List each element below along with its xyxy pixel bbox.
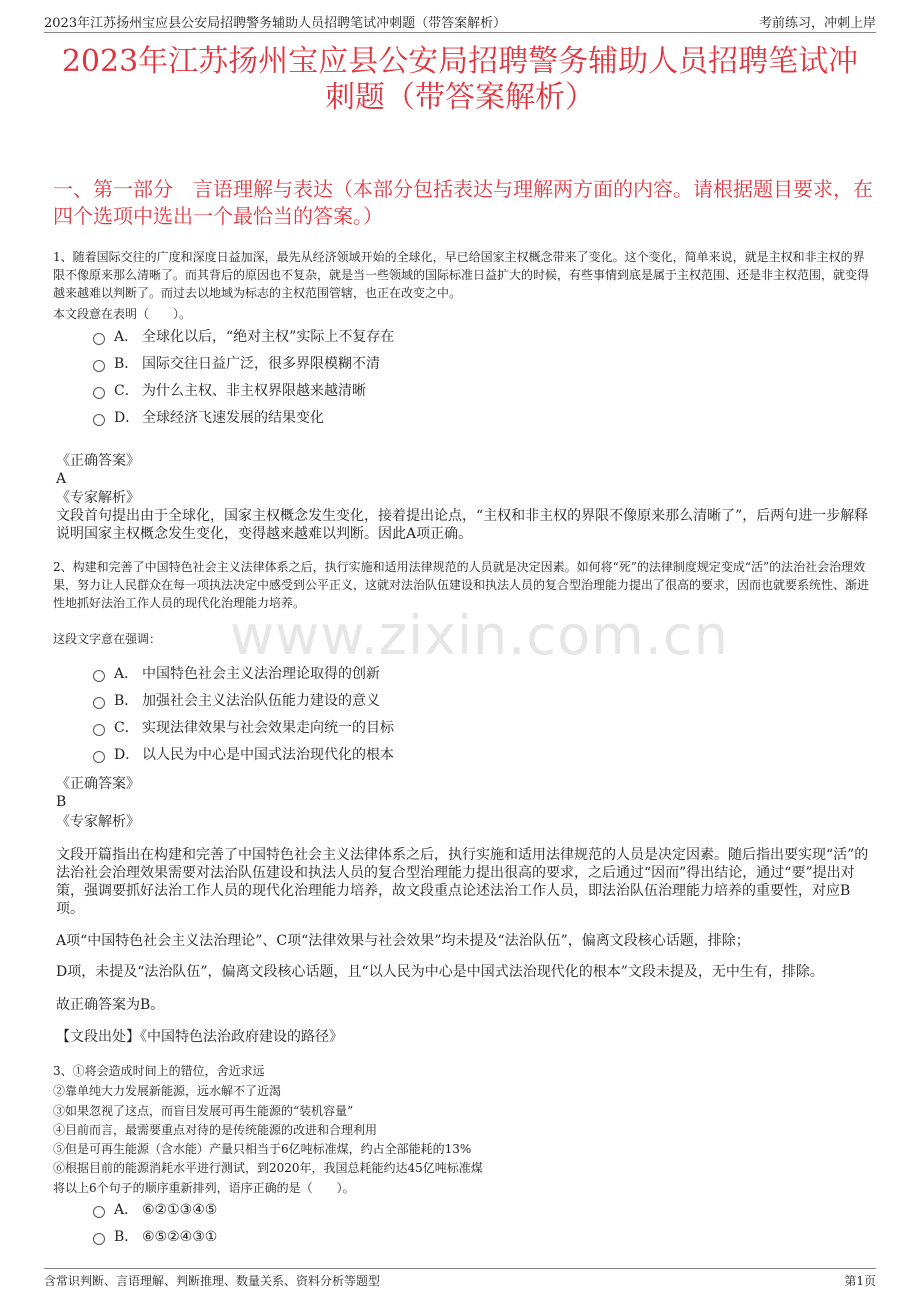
q3-line-1: 3、①将会造成时间上的错位，舍近求远 [53, 1064, 265, 1078]
option-key: B． [114, 693, 139, 709]
option-text: ⑥⑤②④③① [142, 1229, 218, 1245]
q1-prompt: 本文段意在表明（ ）。 [53, 307, 192, 321]
option-text: ⑥②①③④⑤ [142, 1202, 218, 1218]
q2-prompt: 这段文字意在强调： [53, 632, 162, 646]
q3-line-3: ③如果忽视了这点，而盲目发展可再生能源的“装机容量” [53, 1104, 354, 1118]
q2-source: 【文段出处】《中国特色法治政府建设的路径》 [56, 1029, 343, 1045]
q1-option-d[interactable] [93, 408, 324, 428]
q2-answer: B [56, 794, 67, 810]
q2-analysis: 文段开篇指出在构建和完善了中国特色社会主义法律体系之后，执行实施和适用法律规范的人员是决定因素。随后指出要实现“活”的法治社会治理效果需要对法治队伍建设和执法人员的复合型治理能力提出很高的要求，之后通过“因而”得出结论，通过“要”提出对策，强调要抓好法治工作人员的现代化治理能力培养，故文段重点论述法治工作人员，即法治队伍治理能力培养的重要性，对应B项。 [56, 847, 869, 917]
page-header [44, 12, 876, 32]
header-right-text: 考前练习，冲刺上岸 [758, 16, 876, 31]
radio-icon[interactable] [93, 670, 105, 682]
header-divider [44, 32, 876, 33]
q3-line-5: ⑤但是可再生能源（含水能）产量只相当于6亿吨标准煤，约占全部能耗的13% [53, 1142, 472, 1156]
q1-option-b[interactable] [93, 354, 380, 374]
header-left-text: 2023年江苏扬州宝应县公安局招聘警务辅助人员招聘笔试冲刺题（带答案解析） [44, 16, 507, 31]
q3-prompt: 将以上6个句子的顺序重新排列，语序正确的是（ ）。 [53, 1181, 355, 1195]
q2-option-a[interactable] [93, 664, 380, 684]
radio-icon[interactable] [93, 751, 105, 763]
watermark: www.zixin.com.cn [230, 604, 729, 667]
option-text: 全球经济飞速发展的结果变化 [142, 410, 324, 426]
q3-line-4: ④目前而言，最需要重点对待的是传统能源的改进和合理利用 [53, 1123, 378, 1137]
option-text: 以人民为中心是中国式法治现代化的根本 [142, 747, 394, 763]
radio-icon[interactable] [93, 387, 105, 399]
option-key: B． [114, 356, 139, 372]
radio-icon[interactable] [93, 724, 105, 736]
q3-option-b[interactable] [93, 1227, 217, 1247]
section-heading: 一、第一部分 言语理解与表达（本部分包括表达与理解两方面的内容。请根据题目要求，在四个选项中选出一个最恰当的答案。） [53, 177, 873, 228]
q2-analysis-label: 《专家解析》 [56, 814, 140, 830]
radio-icon[interactable] [93, 1206, 105, 1218]
option-key: D． [114, 410, 140, 426]
option-text: 实现法律效果与社会效果走向统一的目标 [142, 720, 394, 736]
q1-analysis-label: 《专家解析》 [56, 490, 140, 506]
option-text: 中国特色社会主义法治理论取得的创新 [142, 666, 380, 682]
radio-icon[interactable] [93, 1233, 105, 1245]
q1-stem: 1、随着国际交往的广度和深度日益加深，最先从经济领域开始的全球化，早已给国家主权概念带来了变化。这个变化，简单来说，就是主权和非主权的界限不像原来那么清晰了。而其背后的原因也不复杂，就是当一些领域的国际标准日益扩大的时候，有些事情到底是属于主权范围、还是非主权范围，就变得越来越难以判断了。而过去以地域为标志的主权范围管辖，也正在改变之中。 [53, 250, 870, 300]
option-text: 加强社会主义法治队伍能力建设的意义 [142, 693, 380, 709]
radio-icon[interactable] [93, 697, 105, 709]
page-number: 第1页 [844, 1274, 876, 1288]
q3-line-2: ②靠单纯大力发展新能源，远水解不了近渴 [53, 1084, 282, 1098]
q2-analysis-d: D项，未提及“法治队伍”，偏离文段核心话题，且“以人民为中心是中国式法治现代化的根本”文段未提及，无中生有，排除。 [56, 964, 824, 980]
q1-option-a[interactable] [93, 327, 394, 347]
q3-line-6: ⑥根据目前的能源消耗水平进行测试，到2020年，我国总耗能约达45亿吨标准煤 [53, 1161, 483, 1175]
option-key: B． [114, 1229, 139, 1245]
q1-option-c[interactable] [93, 381, 366, 401]
radio-icon[interactable] [93, 360, 105, 372]
option-key: D． [114, 747, 140, 763]
q2-stem: 2、构建和完善了中国特色社会主义法律体系之后，执行实施和适用法律规范的人员就是决定因素。如何将“死”的法律制度规定变成“活”的法治社会治理效果，努力让人民群众在每一项执法决定中感受到公平正义，这就对法治队伍建设和执法人员的复合型治理能力提出了很高的要求，因而也就要系统性、渐进性地抓好法治工作人员的现代化治理能力培养。 [53, 560, 870, 610]
q2-conclusion: 故正确答案为B。 [56, 997, 165, 1013]
option-key: A． [114, 666, 139, 682]
option-text: 全球化以后，“绝对主权”实际上不复存在 [142, 329, 395, 345]
footer-left-text: 含常识判断、言语理解、判断推理、数量关系、资料分析等题型 [44, 1274, 381, 1288]
q1-answer-label: 《正确答案》 [56, 453, 140, 469]
q2-answer-label: 《正确答案》 [56, 776, 140, 792]
option-text: 国际交往日益广泛，很多界限模糊不清 [142, 356, 380, 372]
q2-option-b[interactable] [93, 691, 380, 711]
radio-icon[interactable] [93, 414, 105, 426]
q2-option-d[interactable] [93, 745, 394, 765]
q1-analysis: 文段首句提出由于全球化，国家主权概念发生变化，接着提出论点，“主权和非主权的界限不像原来那么清晰了”，后两句进一步解释说明国家主权概念发生变化，变得越来越难以判断。因此A项正确。 [56, 508, 869, 542]
q3-option-a[interactable] [93, 1200, 217, 1220]
q2-analysis-ac: A项“中国特色社会主义法治理论”、C项“法律效果与社会效果”均未提及“法治队伍”，偏离文段核心话题，排除； [56, 933, 750, 949]
footer-divider [44, 1268, 876, 1269]
option-text: 为什么主权、非主权界限越来越清晰 [142, 383, 366, 399]
option-key: A． [114, 1202, 139, 1218]
document-title: 2023年江苏扬州宝应县公安局招聘警务辅助人员招聘笔试冲刺题（带答案解析） [61, 44, 859, 115]
option-key: C． [114, 720, 139, 736]
q1-answer: A [56, 471, 67, 487]
option-key: C． [114, 383, 139, 399]
q2-option-c[interactable] [93, 718, 394, 738]
option-key: A． [114, 329, 139, 345]
radio-icon[interactable] [93, 333, 105, 345]
